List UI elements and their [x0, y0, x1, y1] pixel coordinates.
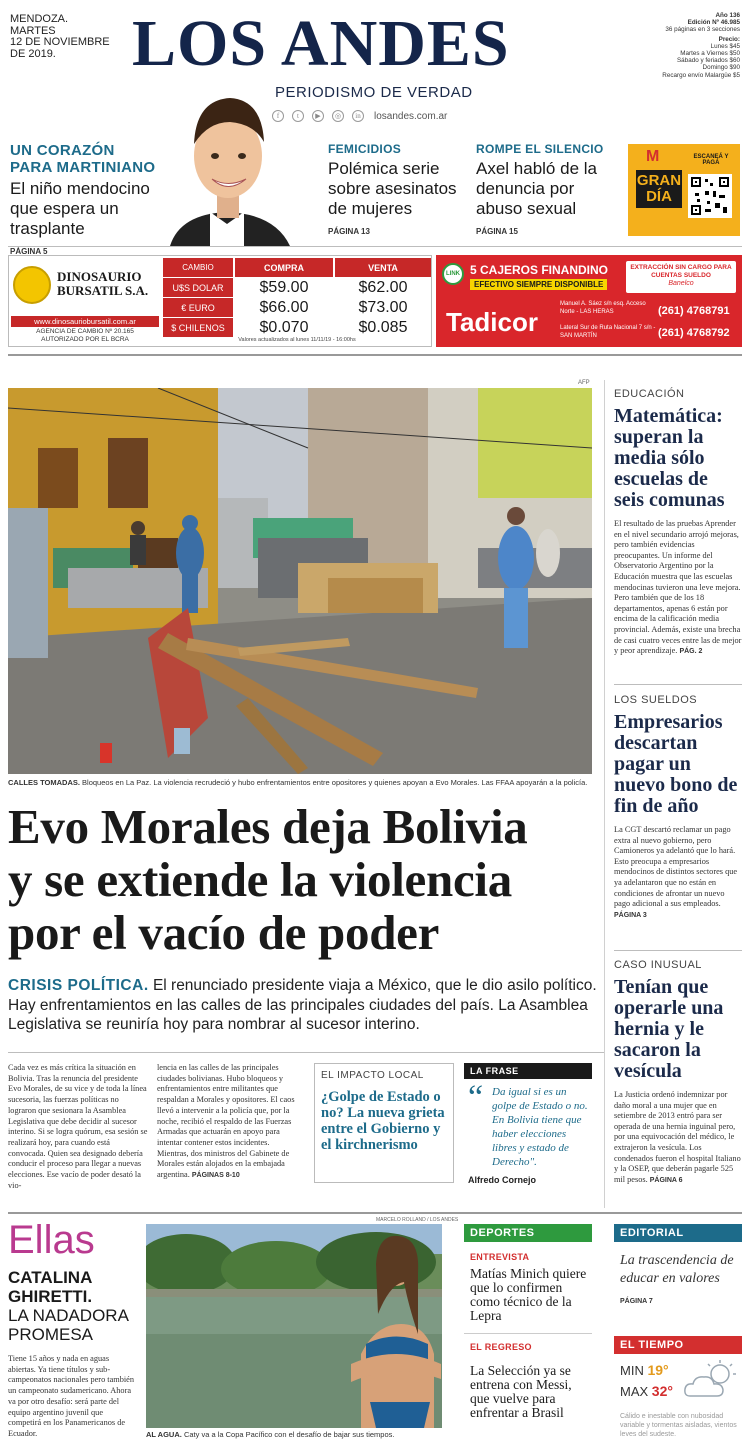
impacto-headline: ¿Golpe de Estado o no? La nueva grieta entre el Gobierno y el kirchnerismo: [321, 1089, 445, 1153]
teaser-3-kicker: ROMPE EL SILENCIO: [476, 142, 604, 156]
lead-photo-credit: AFP: [578, 380, 590, 386]
frase-quote: Da igual si es un golpe de Estado o no. En Bolivia tiene que haber elecciones libres y estado de Derecho".: [492, 1086, 588, 1168]
rates-updated: Valores actualizados al lunes 11/11/19 - 16:00hs: [238, 337, 356, 343]
frase-author: Alfredo Cornejo: [468, 1175, 537, 1185]
teaser-3[interactable]: [476, 142, 611, 236]
boy-portrait: [150, 84, 305, 246]
ellas-title: LA NADADORA PROMESA: [8, 1306, 129, 1344]
ellas-photo-credit: MARCELO ROLLAND / LOS ANDES: [376, 1217, 459, 1223]
frase-box: [464, 1063, 592, 1185]
dinosaurio-name: DINOSAURIO BURSATIL S.A.: [57, 269, 149, 298]
gran-dia-promo[interactable]: [628, 144, 740, 236]
sidebar-story-educacion[interactable]: EDUCACIÓN Matemática: superan la media sólo escuelas de seis comunas El resultado de las pruebas Aprender en el nivel secundario arrojó mejoras, pero también evidencias preocupantes. Un informe del Observatorio Argentino por la Educación muestra que las escuelas mendocinas tuvieron una leve mejora. Pero también que de los 18 departamentos, apenas 6 están por encima de la calificación media provincial. Además, existe una brecha de casi cuatro veces entre las de mejor y peor aprendizaje. PÁG. 2: [614, 388, 742, 656]
tadicor-brand: Tadicor: [446, 307, 538, 337]
instagram-icon[interactable]: ◎: [332, 110, 344, 122]
dinosaurio-ad[interactable]: [8, 255, 432, 347]
tadicor-ad[interactable]: [436, 255, 742, 347]
teaser-2-kicker: FEMICIDIOS: [328, 142, 402, 156]
sidebar-story-caso-inusual[interactable]: CASO INUSUAL Tenían que operarle una hernia y le sacaron la vesícula La Justicia ordenó indemnizar por daño moral a una mujer que en setiembre de 2013 entró para ser operada de una hernia inguinal pero, por una equivocación del médico, le extrajeron la vesícula. Los condenados fueron el hospital Italiano y la OSEP, que deberán pagarle 525 mil pesos. PÁGINA 6: [614, 959, 741, 1184]
impacto-label: EL IMPACTO LOCAL: [321, 1070, 424, 1081]
efectivo-text: EFECTIVO SIEMPRE DISPONIBLE: [470, 279, 607, 290]
weather-max: MAX 32°: [620, 1383, 673, 1399]
teaser-3-page: PÁGINA 15: [476, 227, 518, 236]
tadicor-phone-2: (261) 4768792: [658, 327, 730, 339]
teaser-2-page: PÁGINA 13: [328, 227, 370, 236]
tagline: PERIODISMO DE VERDAD: [275, 84, 473, 101]
cajeros-text: 5 CAJEROS FINANDINO: [470, 263, 609, 277]
swimmer-caption: AL AGUA. Caty va a la Copa Pacífico con el desafío de bajar sus tiempos.: [146, 1430, 395, 1439]
teaser-2-headline: Polémica serie sobre asesinatos de mujeres: [328, 159, 457, 218]
frase-label: LA FRASE: [464, 1063, 592, 1079]
col-cambio-header: CAMBIO: [163, 258, 233, 277]
deportes-section: [464, 1224, 592, 1420]
swimmer-photo: [146, 1224, 442, 1428]
ellas-name: CATALINA GHIRETTI.: [8, 1268, 93, 1306]
promo-note: ESCANEÁ Y PAGÁ: [693, 154, 729, 166]
edition-info: Año 136 Edición Nº 46.985 36 páginas en 3 secciones Precio: Lunes $45 Martes a Viernes $50 Sábado y feriados $60 Domingo $90 Recargo envío Malargüe $5: [662, 12, 740, 79]
teaser-2[interactable]: [328, 142, 468, 236]
sidebar-story-sueldos[interactable]: LOS SUELDOS Empresarios descartan pagar un nuevo bono de fin de año La CGT descartó reclamar un pago extra al nuevo gobierno, pero Camioneros ya adelantó que lo hará. Esto preocupa a empresarios mendocinos de distintos sectores que ya adelantaron que no están en condiciones de afrontar un nuevo pago adicional a sus empleados. PÁGINA 3: [614, 694, 738, 919]
rate-row-chilenos: $ CHILENOS $0.070 $0.085: [163, 318, 431, 337]
lead-deck: CRISIS POLÍTICA. El renunciado presidente viaja a México, que le dio asilo político. Hay enfrentamientos en las calles de las principales ciudades del país. La Asamblea Legislativa se reuniría hoy para nombrar al sucesor interino.: [8, 977, 597, 1033]
lead-headline[interactable]: Evo Morales deja Bolivia y se extiende la violencia por el vacío de poder: [8, 799, 528, 960]
mcdonalds-logo-icon: M: [646, 148, 660, 165]
weather-min: MIN 19°: [620, 1362, 669, 1378]
teaser-1-page: PÁGINA 5: [10, 247, 48, 256]
lead-body-col-1: Cada vez es más crítica la situación en Bolivia. Tras la renuncia del presidente Evo Morales, de su vice y de toda la línea sucesoria, las fuerzas políticas no lograron que sesionara la Asamblea Legislativa que debe decidir al sucesor interino. Si se logra quórum, esa sesión se realizará hoy, para cuando está convocada. Quien sea designado debería conducir el proceso para llegar a nuevas elecciones. Ese vacío de poder desató la vio-: [8, 1063, 148, 1190]
weather-label: EL TIEMPO: [614, 1336, 742, 1354]
editorial-section[interactable]: [614, 1224, 742, 1305]
teaser-1-kicker: UN CORAZÓN PARA MARTINIANO: [10, 142, 156, 176]
tadicor-address-2: Lateral Sur de Ruta Nacional 7 s/n - SAN MARTÍN: [560, 325, 656, 339]
tadicor-address-1: Manuel A. Sáez s/n esq. Acceso Norte - LAS HERAS: [560, 301, 646, 315]
editorial-label: EDITORIAL: [614, 1224, 742, 1242]
rate-row-euro: € EURO $66.00 $73.00: [163, 298, 431, 317]
ellas-brand: Ellas: [8, 1218, 95, 1262]
weather-section: [614, 1336, 742, 1439]
lead-photo-caption: CALLES TOMADAS. Bloqueos en La Paz. La violencia recrudeció y hubo enfrentamientos entre opositores y quienes apoyan a Evo Morales. Las FFAA apoyarán a la policía.: [8, 778, 588, 787]
dateline: MENDOZA. MARTES 12 DE NOVIEMBRE DE 2019.: [10, 13, 110, 60]
linkedin-icon[interactable]: in: [352, 110, 364, 122]
teaser-1-headline: El niño mendocino que espera un trasplante: [10, 179, 150, 238]
extraccion-box: EXTRACCIÓN SIN CARGO PARA CUENTAS SUELDO Banelco: [626, 261, 736, 293]
teaser-3-headline: Axel habló de la denuncia por abuso sexual: [476, 159, 597, 218]
dinosaurio-agency: AGENCIA DE CAMBIO Nº 20.165 AUTORIZADO POR EL BCRA: [36, 328, 134, 343]
promo-brand: GRAN DÍA: [636, 170, 682, 208]
ellas-section[interactable]: [8, 1218, 138, 1440]
link-logo-icon: LINK: [442, 263, 464, 285]
qr-code-icon: [688, 174, 732, 218]
col-compra-header: COMPRA: [235, 258, 333, 277]
deportes-label: DEPORTES: [464, 1224, 592, 1242]
website-link[interactable]: losandes.com.ar: [374, 110, 448, 122]
col-venta-header: VENTA: [335, 258, 431, 277]
editorial-headline: La trascendencia de educar en valores: [620, 1253, 734, 1286]
rate-row-dolar: U$S DOLAR $59.00 $62.00: [163, 278, 431, 297]
dinosaurio-url[interactable]: www.dinosauriobursatil.com.ar: [11, 316, 159, 327]
exchange-table: [163, 258, 431, 338]
partly-cloudy-icon: [682, 1360, 740, 1405]
lead-body-col-2: lencia en las calles de las principales ciudades bolivianas. Hubo bloqueos y enfrentamientos entre militantes que respaldan a Morales y opositores. El caos llevó a intervenir a la policía que, por la noche, recibió el respaldo de las Fuerzas Armadas que actuarán en apoyo para intentar contener estos incidentes. Mientras, dos ministros del Gabinete de Morales están alojados en la embajada argentina. PÁGINAS 8-10: [157, 1063, 295, 1180]
ellas-body: Tiene 15 años y nada en aguas abiertas. Ya tiene títulos y sub-campeonatos nacionales pero también un campeonato sudamericano. Ahora va por otro desafío: será parte del equipo argentino juvenil que competirá en los Panamericanos de Ecuador.: [8, 1354, 135, 1438]
editorial-page: PÁGINA 7: [620, 1298, 653, 1305]
tadicor-phone-1: (261) 4768791: [658, 305, 730, 317]
youtube-icon[interactable]: ▶: [312, 110, 324, 122]
masthead-logo[interactable]: LOS ANDES: [132, 7, 510, 80]
impacto-local-box[interactable]: [314, 1063, 454, 1183]
facebook-icon[interactable]: f: [272, 110, 284, 122]
twitter-icon[interactable]: t: [292, 110, 304, 122]
weather-description: Cálido e inestable con nubosidad variable y tormentas aisladas, vientos leves del sudeste.: [620, 1413, 737, 1438]
deportes-item-2[interactable]: EL REGRESO La Selección ya se entrena con Messi, que vuelve para enfrentar a Brasil: [470, 1342, 572, 1420]
dinosaurio-logo-icon: [13, 266, 51, 304]
quote-mark-icon: “: [468, 1079, 484, 1116]
lead-photo-la-paz: [8, 388, 592, 774]
deportes-item-1[interactable]: ENTREVISTA Matías Minich quiere que lo confirmen como técnico de la Lepra: [470, 1252, 587, 1323]
